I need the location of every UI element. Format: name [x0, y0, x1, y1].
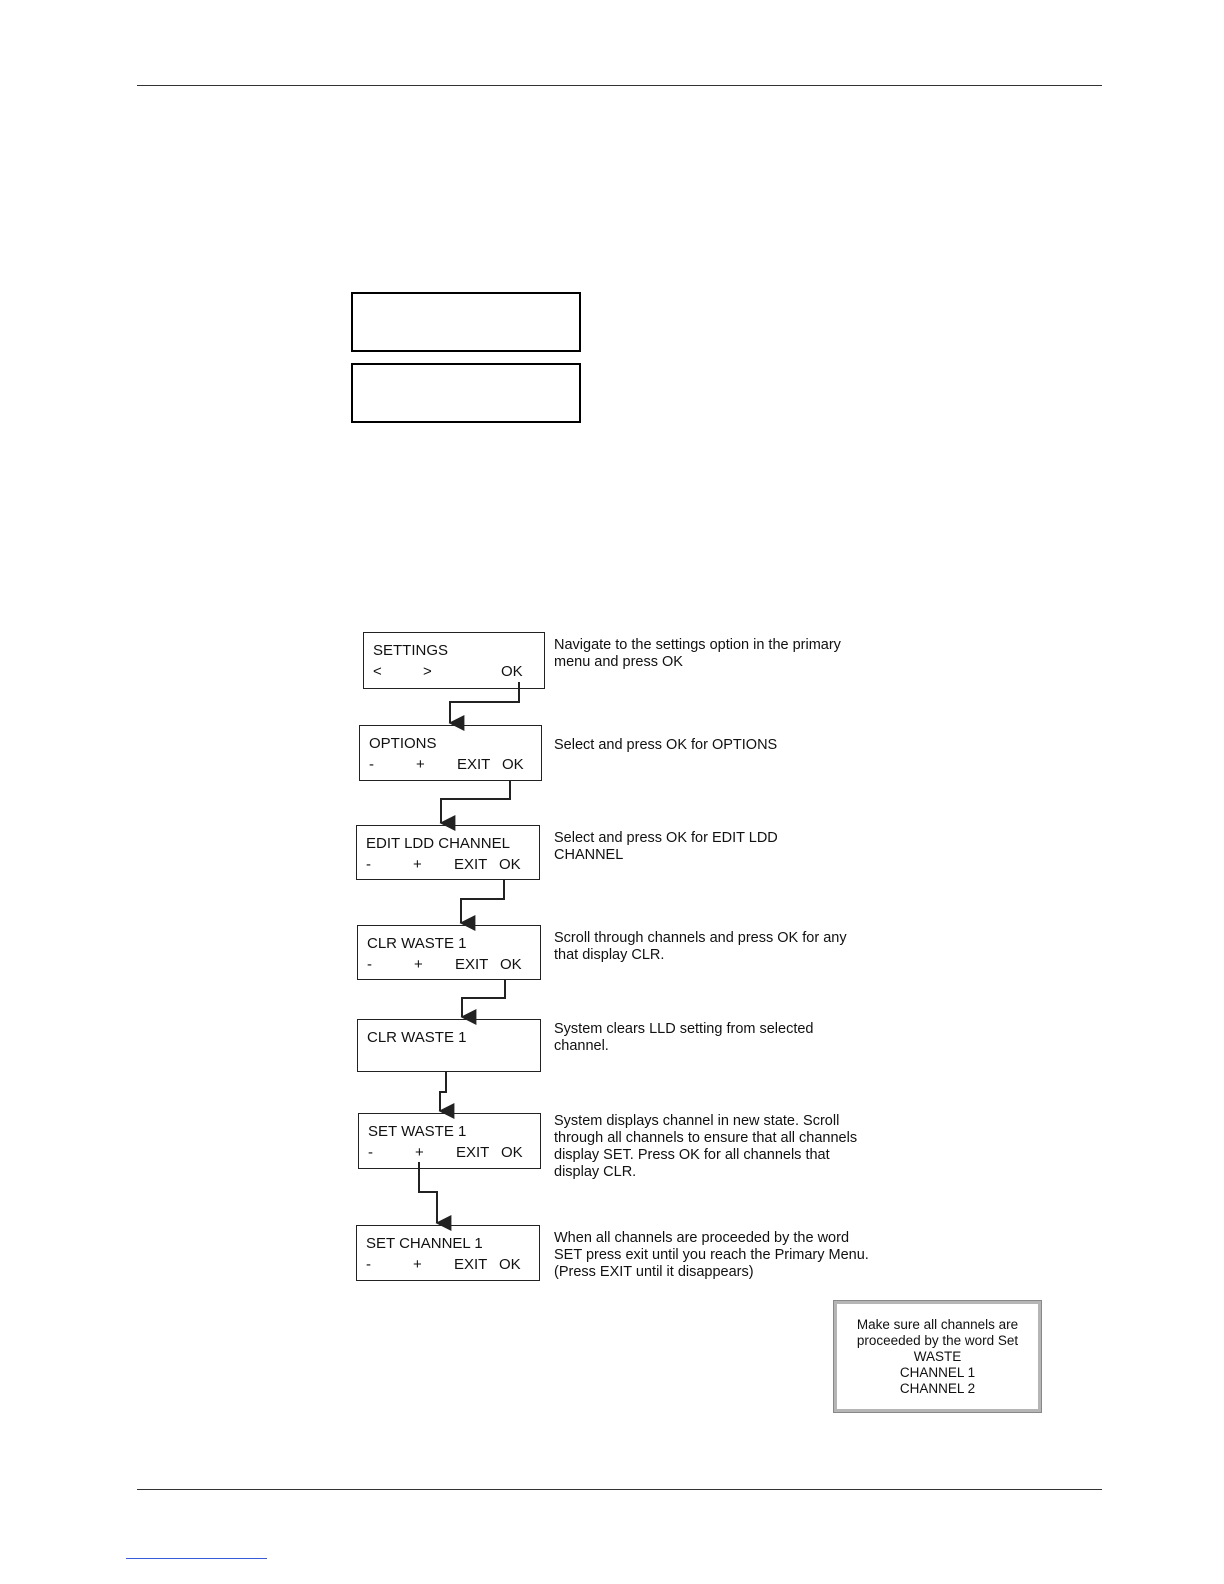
step-description: When all channels are proceeded by the word SET press exit until you reach the Primary Menu. (Press EXIT until it disappears)	[554, 1230, 869, 1280]
step-description: Select and press OK for OPTIONS	[554, 737, 778, 753]
exit-button[interactable]: EXIT	[455, 956, 489, 973]
exit-button[interactable]: EXIT	[454, 1256, 488, 1273]
exit-button[interactable]: EXIT	[456, 1144, 490, 1161]
footer-rule	[137, 1489, 1102, 1490]
minus-button[interactable]: -	[366, 1256, 371, 1273]
ok-button[interactable]: OK	[501, 663, 523, 680]
screen-title: CLR WASTE 1	[367, 935, 467, 952]
plus-button[interactable]: +	[413, 856, 422, 873]
connector-arrow	[450, 682, 519, 723]
plus-button[interactable]: +	[414, 956, 423, 973]
connector-arrow	[462, 980, 505, 1017]
minus-button[interactable]: -	[367, 956, 372, 973]
step-description: Navigate to the settings option in the primary menu and press OK	[554, 637, 841, 670]
ok-button[interactable]: OK	[499, 856, 521, 873]
footer-link-underline[interactable]	[126, 1558, 267, 1559]
ok-button[interactable]: OK	[502, 756, 524, 773]
screen-title: SET CHANNEL 1	[366, 1235, 483, 1252]
step-description: System displays channel in new state. Scroll through all channels to ensure that all channels display SET. Press OK for all channels that display CLR.	[554, 1113, 858, 1180]
note-line: CHANNEL 2	[899, 1381, 976, 1396]
note-line: WASTE	[913, 1349, 962, 1364]
next-button[interactable]: >	[423, 663, 432, 680]
connector-arrow	[461, 880, 504, 923]
connector-arrow	[440, 1072, 446, 1111]
screen-title: EDIT LDD CHANNEL	[366, 835, 510, 852]
step-description: Select and press OK for EDIT LDD CHANNEL	[554, 830, 778, 863]
plus-button[interactable]: +	[416, 756, 425, 773]
connector-arrow	[441, 781, 510, 823]
plus-button[interactable]: +	[415, 1144, 424, 1161]
note-line: proceeded by the word Set	[856, 1333, 1019, 1348]
exit-button[interactable]: EXIT	[454, 856, 488, 873]
ok-button[interactable]: OK	[499, 1256, 521, 1273]
screen-title: OPTIONS	[369, 735, 437, 752]
screen-title: CLR WASTE 1	[367, 1029, 467, 1046]
screen-title: SET WASTE 1	[368, 1123, 467, 1140]
plus-button[interactable]: +	[413, 1256, 422, 1273]
step-description: Scroll through channels and press OK for any that display CLR.	[554, 930, 847, 963]
screen-title: SETTINGS	[373, 642, 449, 659]
minus-button[interactable]: -	[368, 1144, 373, 1161]
minus-button[interactable]: -	[366, 856, 371, 873]
prev-button[interactable]: <	[373, 663, 382, 680]
exit-button[interactable]: EXIT	[457, 756, 491, 773]
connector-arrow	[419, 1162, 437, 1223]
note-line: CHANNEL 1	[899, 1365, 976, 1380]
reminder-note	[833, 1300, 1042, 1413]
step-description: System clears LLD setting from selected channel.	[554, 1021, 814, 1054]
ok-button[interactable]: OK	[500, 956, 522, 973]
ok-button[interactable]: OK	[501, 1144, 523, 1161]
minus-button[interactable]: -	[369, 756, 374, 773]
note-line: Make sure all channels are	[856, 1317, 1019, 1332]
